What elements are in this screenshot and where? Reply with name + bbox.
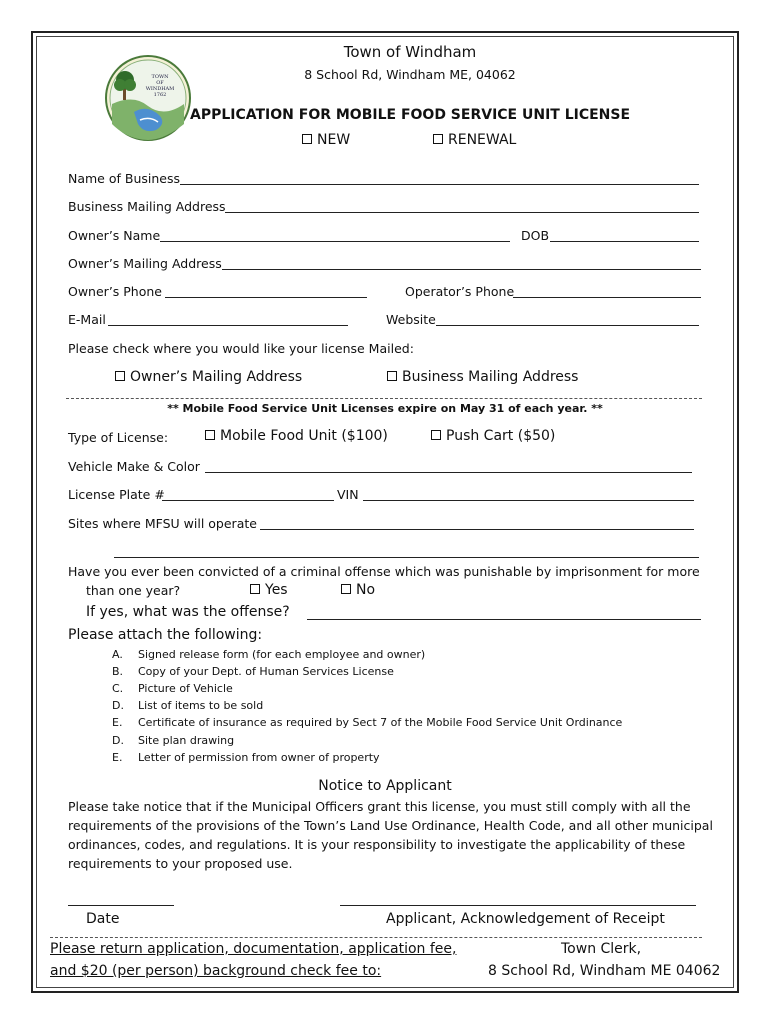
renewal-checkbox[interactable]: [433, 134, 443, 144]
license-mobile-checkbox[interactable]: [205, 430, 215, 440]
list-text: Copy of your Dept. of Human Services License: [138, 665, 394, 678]
town-seal: [104, 54, 192, 142]
sites-field-2[interactable]: [114, 557, 699, 558]
owner-name-field[interactable]: [160, 241, 510, 242]
seal-icon: [104, 54, 192, 142]
list-item: [112, 665, 394, 678]
list-letter: C.: [112, 682, 124, 695]
notice-heading: Notice to Applicant: [318, 778, 452, 794]
list-item: [112, 699, 263, 712]
applicant-label: Applicant, Acknowledgement of Receipt: [386, 911, 665, 927]
attach-heading: Please attach the following:: [68, 627, 263, 643]
seal-text-4: 1762: [153, 92, 167, 98]
list-item: [112, 716, 622, 729]
criminal-yes-option[interactable]: [250, 582, 288, 598]
sites-field[interactable]: [260, 529, 694, 530]
list-item: [112, 751, 380, 764]
list-letter: B.: [112, 665, 124, 678]
list-item: [112, 648, 425, 661]
date-label: Date: [86, 911, 120, 927]
list-text: List of items to be sold: [138, 699, 264, 712]
option-renewal-label: RENEWAL: [448, 132, 517, 148]
notice-line-4: requirements to your proposed use.: [68, 856, 293, 871]
criminal-no-label: No: [356, 582, 376, 598]
sites-label: Sites where MFSU will operate: [68, 516, 257, 531]
date-line[interactable]: [68, 905, 174, 906]
notice-line-1: Please take notice that if the Municipal Officers grant this license, you must still comply with all the: [68, 799, 691, 814]
mail-business-label: Business Mailing Address: [402, 369, 579, 385]
criminal-yes-checkbox[interactable]: [250, 584, 260, 594]
divider-2: [50, 937, 702, 938]
town-name: Town of Windham: [343, 43, 477, 61]
expiry-note: ** Mobile Food Service Unit Licenses expire on May 31 of each year. **: [167, 402, 603, 415]
license-mobile-label: Mobile Food Unit ($100): [220, 428, 388, 444]
mail-owner-checkbox[interactable]: [115, 371, 125, 381]
criminal-no-checkbox[interactable]: [341, 584, 351, 594]
clerk-line-1: Town Clerk,: [561, 941, 642, 957]
business-mailing-label: Business Mailing Address: [68, 199, 226, 214]
business-name-field[interactable]: [180, 184, 699, 185]
criminal-yes-label: Yes: [265, 582, 288, 598]
mail-business-option[interactable]: [387, 369, 578, 385]
list-text: Certificate of insurance as required by Sect 7 of the Mobile Food Service Unit Ordinance: [138, 716, 623, 729]
email-field[interactable]: [108, 325, 348, 326]
clerk-line-2: 8 School Rd, Windham ME 04062: [488, 963, 721, 979]
seal-text-3: WINDHAM: [145, 86, 175, 92]
vin-field[interactable]: [363, 500, 694, 501]
option-new[interactable]: [302, 132, 350, 148]
license-type-label: Type of License:: [68, 430, 169, 445]
town-address: 8 School Rd, Windham ME, 04062: [304, 67, 516, 82]
list-letter: E.: [112, 716, 123, 729]
notice-line-3: ordinances, codes, and regulations. It is your responsibility to investigate the applicability of these: [68, 837, 686, 852]
offense-label: If yes, what was the offense?: [86, 604, 290, 620]
license-cart-checkbox[interactable]: [431, 430, 441, 440]
new-checkbox[interactable]: [302, 134, 312, 144]
notice-line-2: requirements of the provisions of the Town’s Land Use Ordinance, Health Code, and all other municipal: [68, 818, 713, 833]
criminal-question-1: Have you ever been convicted of a criminal offense which was punishable by imprisonment for more: [68, 564, 700, 579]
seal-text-2: OF: [156, 80, 164, 86]
dob-label: DOB: [521, 228, 550, 243]
owner-name-label: Owner’s Name: [68, 228, 161, 243]
form-title: APPLICATION FOR MOBILE FOOD SERVICE UNIT LICENSE: [190, 107, 631, 123]
list-letter: D.: [112, 699, 124, 712]
list-text: Signed release form (for each employee and owner): [138, 648, 426, 661]
mail-pref-prompt: Please check where you would like your license Mailed:: [68, 341, 414, 356]
return-line-2: and $20 (per person) background check fee to:: [50, 963, 382, 979]
list-text: Letter of permission from owner of property: [138, 751, 380, 764]
owner-mailing-label: Owner’s Mailing Address: [68, 256, 222, 271]
list-letter: D.: [112, 734, 124, 747]
vin-label: VIN: [337, 487, 359, 502]
list-item: [112, 682, 233, 695]
seal-text-1: TOWN: [151, 74, 169, 80]
list-text: Site plan drawing: [138, 734, 235, 747]
list-item: [112, 734, 234, 747]
owner-phone-label: Owner’s Phone: [68, 284, 162, 299]
license-mobile-option[interactable]: [205, 428, 388, 444]
license-cart-label: Push Cart ($50): [446, 428, 556, 444]
mail-business-checkbox[interactable]: [387, 371, 397, 381]
vehicle-field[interactable]: [205, 472, 692, 473]
option-new-label: NEW: [317, 132, 351, 148]
website-label: Website: [386, 312, 436, 327]
owner-mailing-field[interactable]: [222, 269, 701, 270]
option-renewal[interactable]: [433, 132, 516, 148]
website-field[interactable]: [436, 325, 699, 326]
plate-label: License Plate #: [68, 487, 165, 502]
mail-owner-label: Owner’s Mailing Address: [130, 369, 303, 385]
business-mailing-field[interactable]: [225, 212, 699, 213]
offense-field[interactable]: [307, 619, 701, 620]
owner-phone-field[interactable]: [165, 297, 367, 298]
list-text: Picture of Vehicle: [138, 682, 233, 695]
list-letter: E.: [112, 751, 123, 764]
license-cart-option[interactable]: [431, 428, 555, 444]
criminal-question-2: than one year?: [86, 583, 181, 598]
dob-field[interactable]: [550, 241, 699, 242]
return-line-1: Please return application, documentation, application fee,: [50, 941, 457, 957]
divider-1: [66, 398, 702, 399]
applicant-line[interactable]: [340, 905, 696, 906]
criminal-no-option[interactable]: [341, 582, 375, 598]
operator-phone-field[interactable]: [513, 297, 701, 298]
mail-owner-option[interactable]: [115, 369, 302, 385]
business-name-label: Name of Business: [68, 171, 180, 186]
vehicle-label: Vehicle Make & Color: [68, 459, 200, 474]
plate-field[interactable]: [162, 500, 334, 501]
list-letter: A.: [112, 648, 123, 661]
email-label: E-Mail: [68, 312, 106, 327]
operator-phone-label: Operator’s Phone: [405, 284, 515, 299]
